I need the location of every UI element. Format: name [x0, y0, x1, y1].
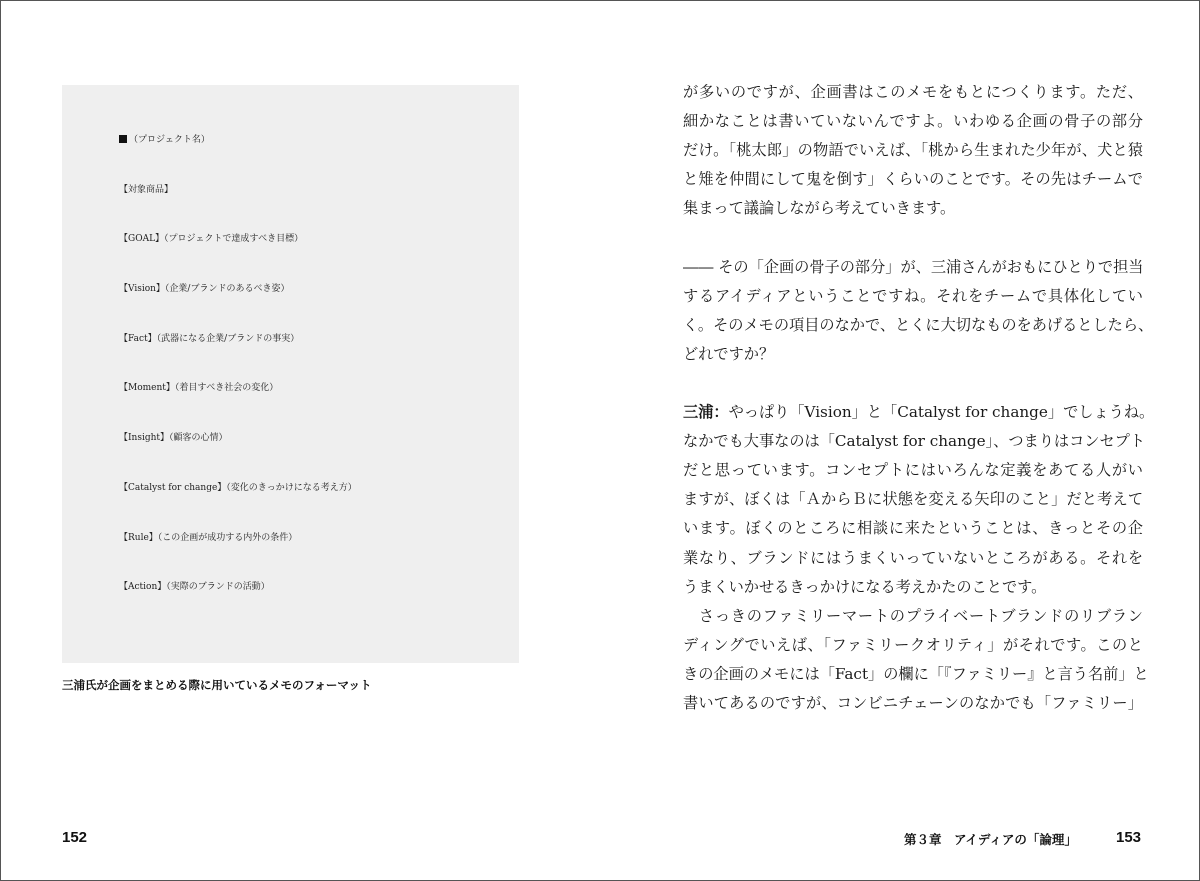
memo-item-goal: 【GOAL】（プロジェクトで達成すべき目標）	[119, 234, 304, 245]
paragraph-gap	[683, 223, 1143, 252]
body-line: なかでも大事なのは「Catalyst for change」、つまりはコンセプト	[683, 432, 1146, 451]
body-line: 書いてあるのですが、コンビニチェーンのなかでも「ファミリー」	[683, 693, 1143, 712]
body-text	[683, 78, 1155, 718]
memo-item-rule: 【Rule】（この企画が成功する内外の条件）	[119, 532, 298, 543]
body-line: が多いのですが、企画書はこのメモをもとにつくります。ただ、	[683, 83, 1143, 101]
body-line: 集まって議論しながら考えていきます。	[683, 199, 956, 218]
memo-item-fact: 【Fact】（武器になる企業/ブランドの事実）	[119, 333, 300, 344]
body-line: だけ。「桃太郎」の物語でいえば、「桃から生まれた少年が、犬と猿	[683, 141, 1143, 160]
speaker-label: 三浦：	[683, 403, 729, 422]
body-line: く。そのメモの項目のなかで、とくに大切なものをあげるとしたら、	[683, 315, 1154, 334]
memo-item-target-product: 【対象商品】	[119, 184, 174, 195]
body-line: と雉を仲間にして鬼を倒す」くらいのことです。その先はチームで	[683, 170, 1143, 189]
body-line: ディングでいえば、「ファミリークオリティ」がそれです。このと	[683, 635, 1143, 654]
body-line: ますが、ぼくは「ＡからＢに状態を変える矢印のこと」だと考えて	[683, 490, 1143, 509]
body-line: さっきのファミリーマートのプライベートブランドのリブラン	[683, 606, 1143, 625]
body-line: ―― その「企画の骨子の部分」が、三浦さんがおもにひとりで担当	[683, 257, 1144, 276]
memo-format-figure	[62, 85, 519, 663]
body-line: どれですか？	[683, 344, 775, 363]
body-line: 業なり、ブランドにはうまくいっていないところがある。それを	[683, 548, 1143, 567]
body-line: だと思っています。コンセプトにはいろんな定義をあてる人がい	[683, 461, 1143, 480]
body-line-speaker: 三浦：やっぱり「Vision」と「Catalyst for change」でしょうね。	[683, 403, 1155, 422]
memo-item-insight: 【Insight】（顧客の心情）	[119, 433, 228, 444]
running-head: 第３章 アイディアの「論理」	[904, 832, 1077, 847]
memo-item-moment: 【Moment】（着目すべき社会の変化）	[119, 383, 279, 394]
memo-item-catalyst: 【Catalyst for change】（変化のきっかけになる考え方）	[119, 482, 357, 493]
body-line: するアイディアということですね。それをチームで具体化してい	[683, 286, 1143, 305]
body-line: うまくいかせるきっかけになる考えかたのことです。	[683, 577, 1047, 596]
memo-item-action: 【Action】（実際のブランドの活動）	[119, 582, 270, 593]
body-line: 細かなことは書いていないんですよ。いわゆる企画の骨子の部分	[683, 112, 1143, 131]
paragraph-gap	[683, 369, 1143, 398]
memo-item-list	[119, 133, 357, 630]
figure-caption: 三浦氏が企画をまとめる際に用いているメモのフォーマット	[62, 678, 372, 692]
body-line: います。ぼくのところに相談に来たということは、きっとその企	[683, 519, 1143, 538]
memo-item-project-name: （プロジェクト名）	[119, 133, 357, 183]
square-bullet-icon	[119, 135, 127, 143]
body-line: きの企画のメモには「Fact」の欄に「『ファミリー』と言う名前」と	[683, 664, 1149, 683]
page-number-right: 153	[1116, 829, 1142, 846]
page-number-left: 152	[62, 829, 88, 846]
memo-item-vision: 【Vision】（企業/ブランドのあるべき姿）	[119, 284, 290, 295]
